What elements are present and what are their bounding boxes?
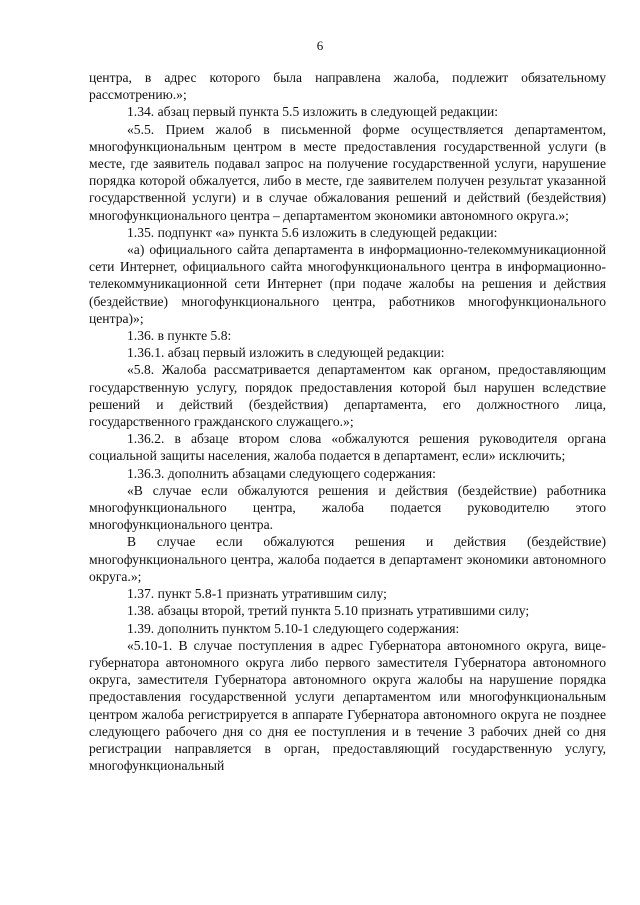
- paragraph: 1.37. пункт 5.8-1 признать утратившим силу;: [127, 586, 387, 602]
- paragraph: В случае если обжалуются решения и действия (бездействие) многофункционального центра, жалоба подается в департамент экономики автономного округа.»;: [89, 534, 606, 584]
- paragraph: 1.36. в пункте 5.8:: [127, 328, 232, 344]
- paragraph: 1.35. подпункт «а» пункта 5.6 изложить в следующей редакции:: [127, 224, 498, 240]
- page-number: 6: [316, 38, 324, 53]
- paragraph: 1.39. дополнить пунктом 5.10-1 следующего содержания:: [127, 620, 460, 636]
- paragraph: «5.10-1. В случае поступления в адрес Губернатора автономного округа, вице-губернатора автономного округа либо первого заместителя Губернатора автономного округа, заместителя Губернатора автономного округа жалобы на нарушение порядка предоставления государственной услуги департаментом или многофункциональным центром жалоба регистрируется в аппарате Губернатора автономного округа не позднее следующего рабочего дня со дня ее поступления и в течение 3 рабочих дней со дня регистрации направляется в орган, предоставляющий государственную услугу, многофункциональный: [89, 637, 606, 774]
- paragraph: «В случае если обжалуются решения и действия (бездействие) работника многофункционального центра, жалоба подается руководителю этого многофункционального центра.: [89, 482, 606, 533]
- paragraph: «а) официального сайта департамента в информационно-телекоммуникационной сети Интернет, официального сайта многофункционального центра в информационно-телекоммуникационной сети Интернет (при подаче жалобы на решения и действия (бездействие) многофункционального центра, работников многофункционального центра)»;: [89, 242, 606, 326]
- paragraph: 1.36.2. в абзаце втором слова «обжалуются решения руководителя органа социальной защиты населения, жалоба подается в департамент, если» исключить;: [89, 431, 606, 464]
- paragraph: «5.8. Жалоба рассматривается департаментом как органом, предоставляющим государственную услугу, порядок предоставления которой был нарушен вследствие решений и действий (бездействия) департамента, его должностного лица, государственного гражданского служащего.»;: [89, 362, 606, 430]
- paragraph: 1.34. абзац первый пункта 5.5 изложить в следующей редакции:: [127, 104, 499, 120]
- paragraph: центра, в адрес которого была направлена жалоба, подлежит обязательному рассмотрению.»;: [89, 70, 606, 103]
- document-body: [89, 69, 606, 774]
- paragraph: 1.38. абзацы второй, третий пункта 5.10 признать утратившими силу;: [127, 603, 530, 619]
- paragraph: «5.5. Прием жалоб в письменной форме осуществляется департаментом, многофункциональным центром в месте предоставления государственной услуги (в месте, где заявитель подавал запрос на получение государственной услуги, нарушение порядка которой обжалуется, либо в месте, где заявителем получен результат указанной государственной услуги) и в случае обжалования решений и действий (бездействия) многофункционального центра – департаментом экономики автономного округа.»;: [89, 121, 606, 223]
- paragraph: 1.36.3. дополнить абзацами следующего содержания:: [127, 465, 436, 481]
- paragraph: 1.36.1. абзац первый изложить в следующей редакции:: [127, 345, 445, 361]
